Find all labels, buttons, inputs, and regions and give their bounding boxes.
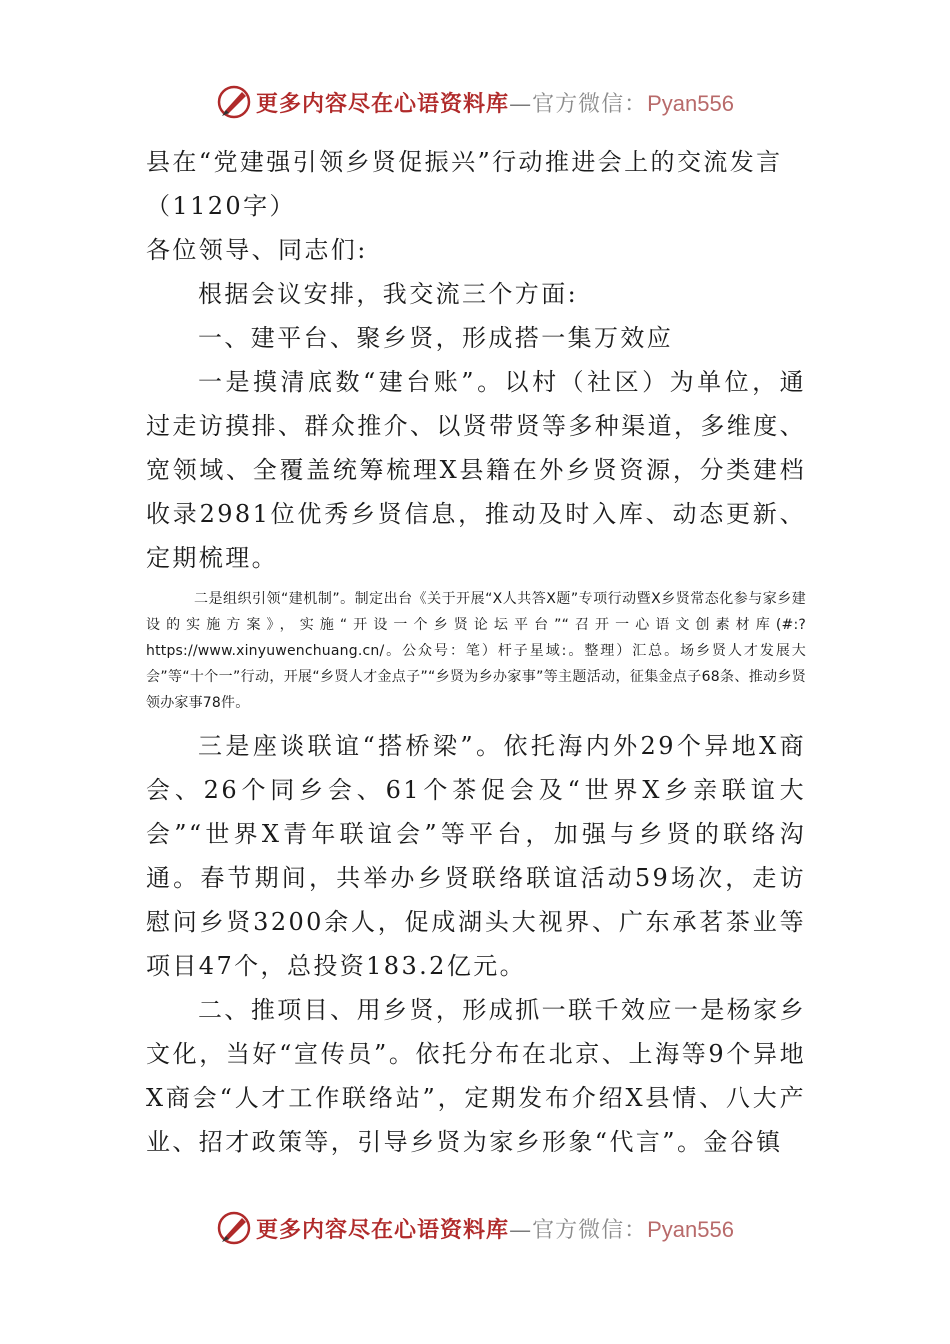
paragraph-3: 三是座谈联谊“搭桥梁”。依托海内外29个异地X商会、26个同乡会、61个茶促会及“世界X乡亲联谊大会”“世界X青年联谊会”等平台，加强与乡贤的联络沟通。春节期间，共举办乡贤联络联谊活动59场次，走访慰问乡贤3200余人，促成湖头大视界、广东承茗茶业等项目47个，总投资183.2亿元。	[146, 732, 806, 980]
paragraph-4: 二、推项目、用乡贤，形成抓一联千效应一是杨家乡文化，当好“宣传员”。依托分布在北京、上海等9个异地X商会“人才工作联络站”，定期发布介绍X县情、八大产业、招才政策等，引导乡贤为家乡形象“代言”。金谷镇	[146, 996, 806, 1156]
paragraph-2-small: 二是组织引领“建机制”。制定出台《关于开展“X人共答X题”专项行动暨X乡贤常态化参与家乡建设的实施方案》，实施“开设一个乡贤论坛平台”“召开一心语文创素材库(#:?https://www.xinyuwenchuang.cn/。公众号：笔）杆子星域:。整理）汇总。场乡贤人才发展大会”等“十个一”行动，开展“乡贤人才金点子”“乡贤为乡办家事”等主题活动，征集金点子68条、推动乡贤领办家事78件。	[146, 591, 806, 711]
banner-wechat-label: 官方微信：	[532, 1217, 648, 1243]
document-title: 县在“党建强引领乡贤促振兴”行动推进会上的交流发言	[146, 148, 783, 176]
salutation: 各位领导、同志们:	[146, 236, 368, 264]
header-banner	[0, 82, 950, 122]
banner-main-text: 更多内容尽在心语资料库	[256, 1216, 510, 1243]
pen-circle-logo-icon	[216, 1210, 252, 1246]
banner-text	[256, 1213, 734, 1244]
banner-main-text: 更多内容尽在心语资料库	[256, 90, 510, 117]
paragraph-1: 一是摸清底数“建台账”。以村（社区）为单位，通过走访摸排、群众推介、以贤带贤等多种渠道，多维度、宽领域、全覆盖统筹梳理X县籍在外乡贤资源，分类建档收录2981位优秀乡贤信息，推动及时入库、动态更新、定期梳理。	[146, 368, 806, 572]
document-title-wordcount: （1120字）	[146, 192, 296, 220]
banner-wechat-id: Pyan556	[647, 90, 734, 116]
banner-wechat-label: 官方微信：	[532, 91, 648, 117]
footer-banner	[0, 1208, 950, 1248]
banner-wechat-id: Pyan556	[647, 1216, 734, 1242]
banner-text	[256, 87, 734, 118]
section-heading-1: 一、建平台、聚乡贤，形成搭一集万效应	[198, 324, 674, 352]
document-body	[146, 140, 806, 1164]
pen-circle-logo-icon	[216, 84, 252, 120]
banner-dash: —	[509, 91, 533, 117]
intro-paragraph: 根据会议安排，我交流三个方面:	[198, 280, 579, 308]
banner-dash: —	[509, 1217, 533, 1243]
